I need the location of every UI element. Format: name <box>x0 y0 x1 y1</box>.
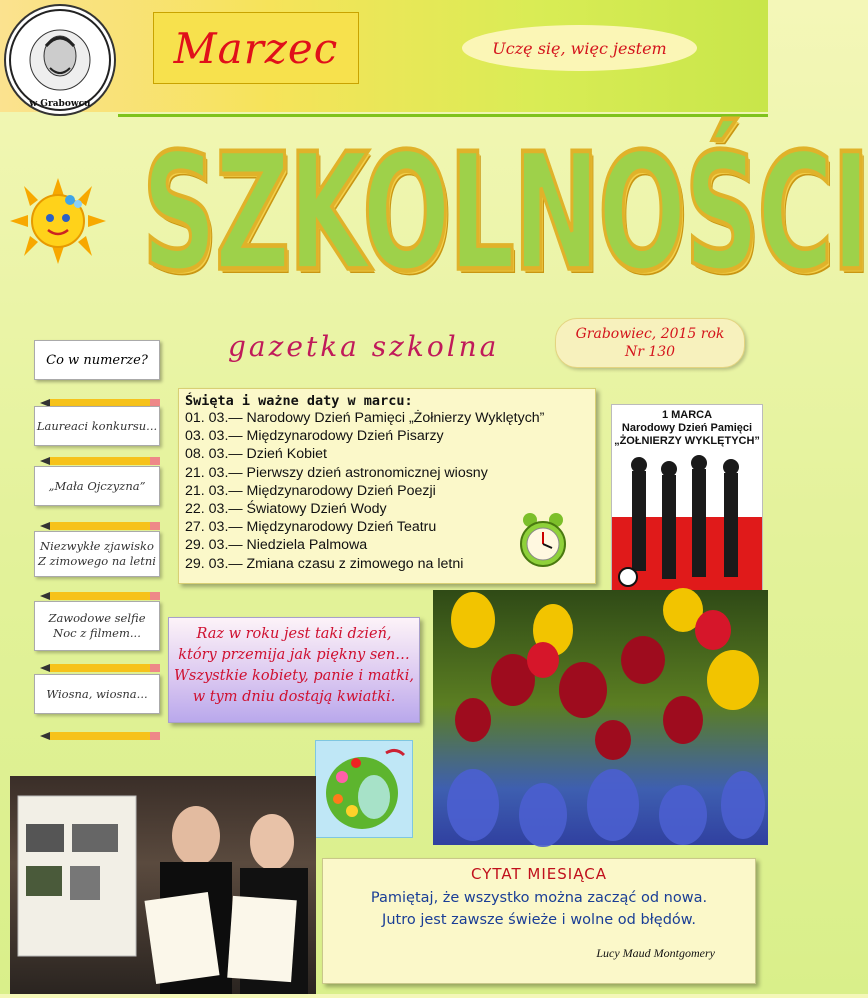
school-logo <box>4 4 116 116</box>
quote-author: Lucy Maud Montgomery <box>596 946 715 960</box>
poem-line: Wszystkie kobiety, panie i matki, <box>174 668 414 684</box>
toc-item-line: „Mała Ojczyzna” <box>48 478 146 493</box>
students-image <box>10 776 316 994</box>
toc-heading: Co w numerze? <box>34 340 160 380</box>
date-row: 08. 03.— Dzień Kobiet <box>185 446 327 463</box>
month-label: Marzec <box>173 23 339 73</box>
pencil-icon <box>40 730 162 742</box>
quote-title: CYTAT MIESIĄCA <box>471 865 607 883</box>
date-row: 22. 03.— Światowy Dzień Wody <box>185 501 387 518</box>
toc-item-line: Wiosna, wiosna... <box>46 686 148 701</box>
tulips-image <box>433 590 768 845</box>
sun-icon <box>10 178 106 264</box>
toc-item-line: Noc z filmem... <box>53 626 141 640</box>
poster-line: „ŻOŁNIERZY WYKLĘTYCH” <box>614 435 760 447</box>
newspaper-subtitle: gazetka szkolna <box>228 330 500 363</box>
date-row: 27. 03.— Międzynarodowy Dzień Teatru <box>185 519 437 536</box>
toc-item-line: Zawodowe selfie <box>48 611 146 625</box>
flower-girl-icon <box>316 741 412 837</box>
issue-info <box>555 318 745 368</box>
month-box <box>153 12 359 84</box>
newspaper-title: SZKOLNOŚCI <box>142 118 868 308</box>
quote-line: Jutro jest zawsze świeże i wolne od błędów. <box>382 912 696 928</box>
toc-item-mala-ojczyzna[interactable] <box>34 466 160 506</box>
womens-day-poem <box>168 617 420 723</box>
alarm-clock-icon <box>512 510 574 572</box>
issue-number: Nr 130 <box>624 344 676 360</box>
quote-line: Pamiętaj, że wszystko można zacząć od nowa. <box>370 890 708 906</box>
date-row: 21. 03.— Międzynarodowy Dzień Poezji <box>185 482 436 499</box>
poem-line: Raz w roku jest taki dzień, <box>196 626 392 642</box>
zolnierze-wykleci-poster <box>611 404 763 594</box>
quote-of-month <box>322 858 756 984</box>
toc-item-zjawisko[interactable] <box>34 531 160 577</box>
toc-item-line: Niezwykłe zjawisko <box>40 539 154 553</box>
date-row: 29. 03.— Niedziela Palmowa <box>185 537 368 554</box>
poem-line: który przemija jak piękny sen… <box>178 647 410 663</box>
motto-badge: Uczę się, więc jestem <box>462 25 697 71</box>
pencil-icon <box>40 662 162 674</box>
soldiers-silhouette-icon <box>612 451 762 593</box>
logo-caption: w Grabowcu <box>29 99 91 109</box>
toc-item-line: Laureaci konkursu... <box>36 418 158 433</box>
date-row: 21. 03.— Pierwszy dzień astronomicznej wiosny <box>185 464 488 481</box>
poem-line: w tym dniu dostają kwiatki. <box>192 689 396 705</box>
issue-place-year: Grabowiec, 2015 rok <box>575 326 725 342</box>
toc-item-selfie[interactable] <box>34 601 160 651</box>
dates-title: Święta i ważne daty w marcu: <box>185 393 413 409</box>
header-divider <box>118 114 768 117</box>
school-logo-icon <box>6 6 114 114</box>
toc-item-wiosna[interactable] <box>34 674 160 714</box>
poster-line: Narodowy Dzień Pamięci <box>621 422 753 434</box>
spring-face-illustration <box>315 740 413 838</box>
date-row: 03. 03.— Międzynarodowy Dzień Pisarzy <box>185 428 444 445</box>
date-row: 01. 03.— Narodowy Dzień Pamięci „Żołnierzy Wyklętych” <box>185 410 545 426</box>
toc-item-line: Z zimowego na letni <box>38 554 156 568</box>
poster-line: 1 MARCA <box>661 409 713 421</box>
students-photo <box>10 776 316 994</box>
tulips-photo <box>433 590 768 845</box>
date-row: 29. 03.— Zmiana czasu z zimowego na letni <box>185 555 464 572</box>
toc-item-laureaci[interactable] <box>34 406 160 446</box>
